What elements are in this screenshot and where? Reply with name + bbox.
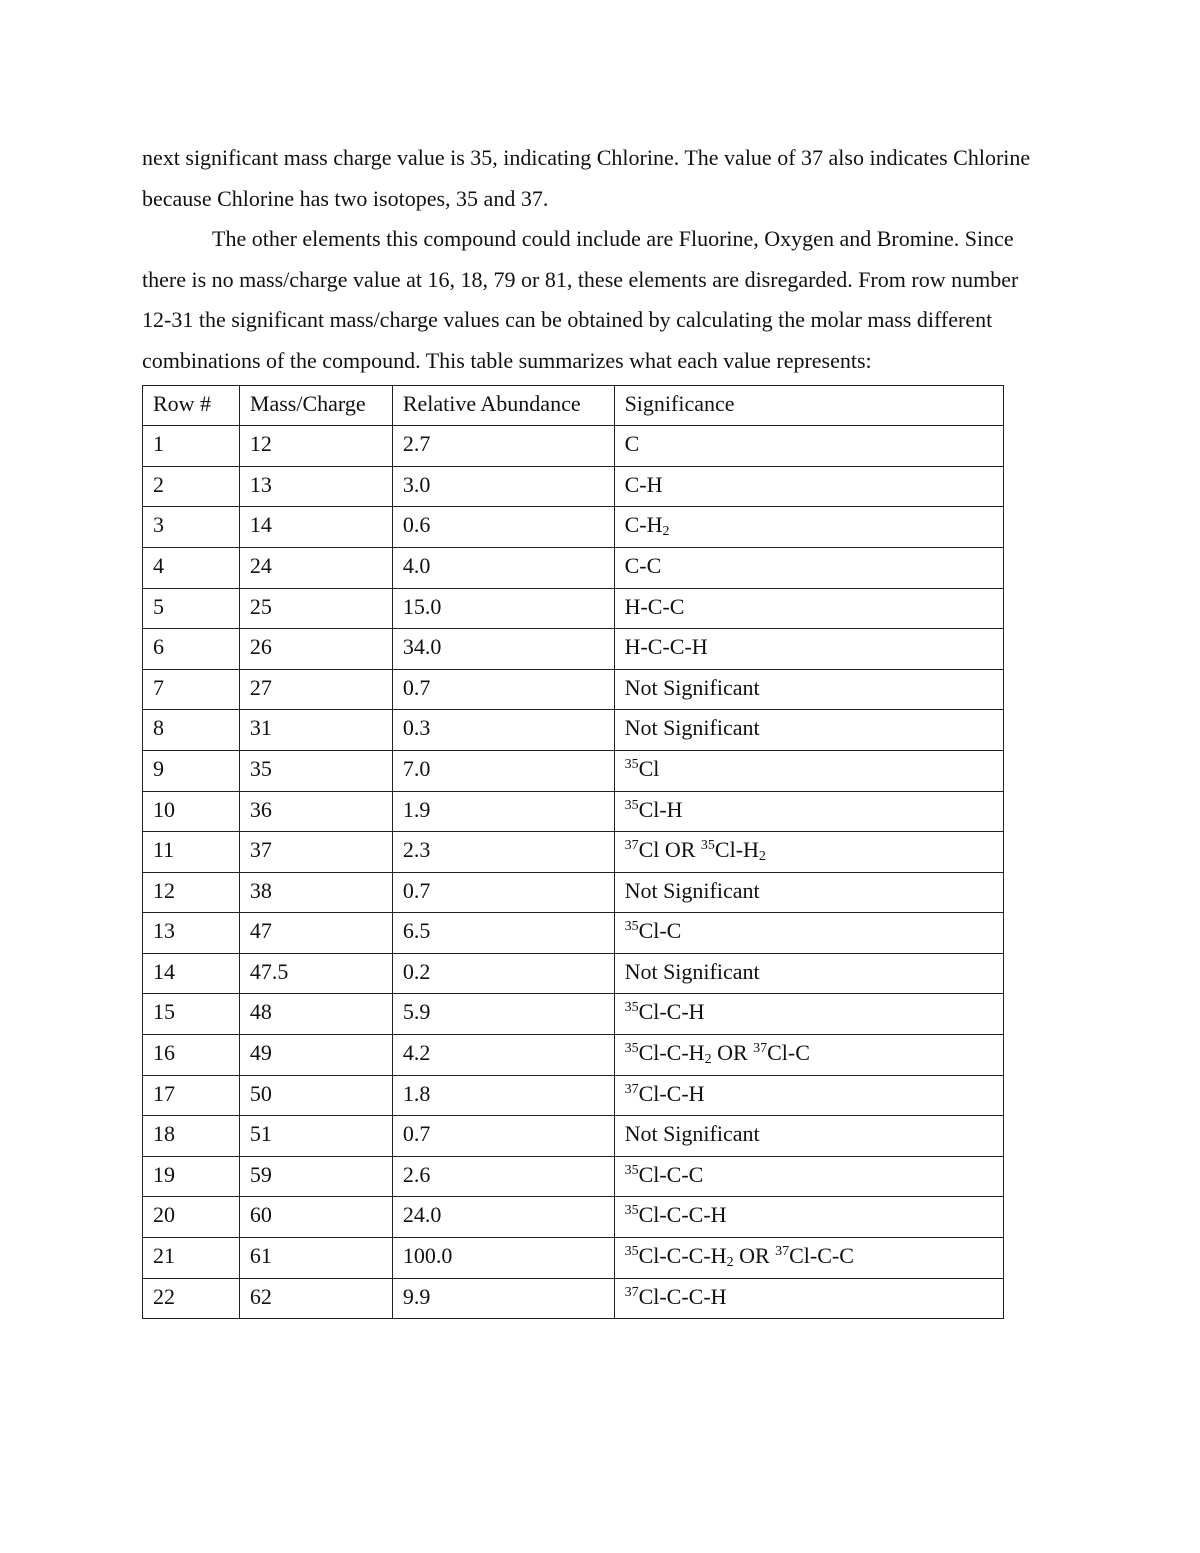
significance-text: 37 bbox=[775, 1244, 790, 1260]
significance-text: Cl-C-H bbox=[638, 1080, 705, 1106]
significance-text: 2 bbox=[758, 849, 766, 865]
significance-text: H-C-C-H bbox=[624, 634, 708, 660]
significance-text: Cl OR bbox=[638, 837, 701, 863]
mass-charge-cell: 14 bbox=[239, 507, 392, 548]
header-significance: Significance bbox=[614, 385, 1003, 426]
mass-charge-cell: 37 bbox=[239, 832, 392, 873]
significance-cell bbox=[614, 547, 1003, 588]
significance-text: Cl-C-C-H bbox=[638, 1243, 727, 1269]
mass-charge-cell: 49 bbox=[239, 1035, 392, 1076]
row-number-cell: 6 bbox=[143, 629, 240, 670]
table-row bbox=[143, 994, 1004, 1035]
significance-cell bbox=[614, 913, 1003, 954]
significance-cell bbox=[614, 507, 1003, 548]
table-row bbox=[143, 507, 1004, 548]
relative-abundance-cell: 4.0 bbox=[392, 547, 614, 588]
significance-cell bbox=[614, 953, 1003, 994]
significance-text: 37 bbox=[624, 838, 639, 854]
table-row bbox=[143, 426, 1004, 467]
row-number-cell: 19 bbox=[143, 1156, 240, 1197]
significance-cell bbox=[614, 832, 1003, 873]
significance-cell bbox=[614, 588, 1003, 629]
mass-charge-cell: 47 bbox=[239, 913, 392, 954]
mass-charge-cell: 47.5 bbox=[239, 953, 392, 994]
relative-abundance-cell: 0.7 bbox=[392, 872, 614, 913]
mass-charge-cell: 25 bbox=[239, 588, 392, 629]
significance-cell bbox=[614, 1075, 1003, 1116]
table-row bbox=[143, 832, 1004, 873]
table-row bbox=[143, 669, 1004, 710]
significance-text: 2 bbox=[704, 1052, 712, 1068]
row-number-cell: 22 bbox=[143, 1278, 240, 1319]
significance-text: 35 bbox=[624, 1162, 639, 1178]
significance-text: 37 bbox=[624, 1284, 639, 1300]
relative-abundance-cell: 24.0 bbox=[392, 1197, 614, 1238]
significance-text: 35 bbox=[624, 1000, 639, 1016]
table-row bbox=[143, 872, 1004, 913]
relative-abundance-cell: 15.0 bbox=[392, 588, 614, 629]
relative-abundance-cell: 5.9 bbox=[392, 994, 614, 1035]
significance-text: Not Significant bbox=[624, 715, 760, 741]
row-number-cell: 11 bbox=[143, 832, 240, 873]
mass-charge-cell: 26 bbox=[239, 629, 392, 670]
document-page bbox=[142, 138, 1042, 1319]
relative-abundance-cell: 9.9 bbox=[392, 1278, 614, 1319]
relative-abundance-cell: 6.5 bbox=[392, 913, 614, 954]
significance-text: Cl-H bbox=[714, 837, 759, 863]
significance-text: Not Significant bbox=[624, 674, 760, 700]
relative-abundance-cell: 7.0 bbox=[392, 750, 614, 791]
header-mass-charge: Mass/Charge bbox=[239, 385, 392, 426]
paragraph-2: The other elements this compound could include are Fluorine, Oxygen and Bromine. Since there is no mass/charge value at 16, 18, 79 or 81, these elements are disregarded. From row number 12-31 the significant mass/charge values can be obtained by calculating the molar mass different combinations of the compound. This table summarizes what each value represents: bbox=[142, 226, 1019, 373]
mass-charge-cell: 62 bbox=[239, 1278, 392, 1319]
relative-abundance-cell: 100.0 bbox=[392, 1238, 614, 1279]
significance-text: Cl-C bbox=[767, 1040, 810, 1066]
significance-text: 2 bbox=[726, 1255, 734, 1271]
mass-charge-cell: 60 bbox=[239, 1197, 392, 1238]
table-row bbox=[143, 1238, 1004, 1279]
significance-text: Not Significant bbox=[624, 1121, 760, 1147]
table-row bbox=[143, 588, 1004, 629]
table-row bbox=[143, 466, 1004, 507]
table-row bbox=[143, 1278, 1004, 1319]
table-row bbox=[143, 1116, 1004, 1157]
relative-abundance-cell: 2.7 bbox=[392, 426, 614, 467]
significance-cell bbox=[614, 629, 1003, 670]
significance-text: Not Significant bbox=[624, 877, 760, 903]
significance-cell bbox=[614, 426, 1003, 467]
significance-text: 35 bbox=[624, 919, 639, 935]
row-number-cell: 2 bbox=[143, 466, 240, 507]
table-row bbox=[143, 710, 1004, 751]
significance-cell bbox=[614, 1238, 1003, 1279]
row-number-cell: 16 bbox=[143, 1035, 240, 1076]
significance-cell bbox=[614, 791, 1003, 832]
relative-abundance-cell: 1.9 bbox=[392, 791, 614, 832]
row-number-cell: 9 bbox=[143, 750, 240, 791]
table-row bbox=[143, 953, 1004, 994]
row-number-cell: 1 bbox=[143, 426, 240, 467]
table-row bbox=[143, 750, 1004, 791]
significance-cell bbox=[614, 710, 1003, 751]
significance-cell bbox=[614, 1035, 1003, 1076]
significance-text: OR bbox=[711, 1040, 754, 1066]
significance-text: 35 bbox=[624, 1203, 639, 1219]
table-row bbox=[143, 1156, 1004, 1197]
significance-text: 35 bbox=[624, 1244, 639, 1260]
table-row bbox=[143, 791, 1004, 832]
significance-text: 35 bbox=[700, 838, 715, 854]
row-number-cell: 12 bbox=[143, 872, 240, 913]
mass-charge-cell: 59 bbox=[239, 1156, 392, 1197]
row-number-cell: 8 bbox=[143, 710, 240, 751]
significance-text: 35 bbox=[624, 756, 639, 772]
significance-text: 35 bbox=[624, 1041, 639, 1057]
significance-text: 37 bbox=[753, 1041, 768, 1057]
relative-abundance-cell: 2.3 bbox=[392, 832, 614, 873]
relative-abundance-cell: 0.7 bbox=[392, 1116, 614, 1157]
relative-abundance-cell: 0.2 bbox=[392, 953, 614, 994]
relative-abundance-cell: 4.2 bbox=[392, 1035, 614, 1076]
significance-cell bbox=[614, 1156, 1003, 1197]
significance-text: Cl-H bbox=[638, 796, 683, 822]
significance-cell bbox=[614, 466, 1003, 507]
significance-cell bbox=[614, 994, 1003, 1035]
relative-abundance-cell: 0.6 bbox=[392, 507, 614, 548]
table-row bbox=[143, 1035, 1004, 1076]
header-relative-abundance: Relative Abundance bbox=[392, 385, 614, 426]
row-number-cell: 7 bbox=[143, 669, 240, 710]
relative-abundance-cell: 3.0 bbox=[392, 466, 614, 507]
mass-charge-cell: 61 bbox=[239, 1238, 392, 1279]
table-row bbox=[143, 913, 1004, 954]
mass-charge-cell: 50 bbox=[239, 1075, 392, 1116]
table-body bbox=[143, 426, 1004, 1319]
row-number-cell: 15 bbox=[143, 994, 240, 1035]
significance-text: Cl-C-H bbox=[638, 999, 705, 1025]
row-number-cell: 5 bbox=[143, 588, 240, 629]
header-row-number: Row # bbox=[143, 385, 240, 426]
significance-cell bbox=[614, 750, 1003, 791]
mass-charge-cell: 51 bbox=[239, 1116, 392, 1157]
mass-charge-cell: 13 bbox=[239, 466, 392, 507]
significance-text: Cl-C-C-H bbox=[638, 1202, 727, 1228]
significance-text: Cl-C bbox=[638, 918, 682, 944]
significance-text: 2 bbox=[662, 524, 670, 540]
row-number-cell: 20 bbox=[143, 1197, 240, 1238]
significance-text: 37 bbox=[624, 1081, 639, 1097]
table-row bbox=[143, 629, 1004, 670]
significance-cell bbox=[614, 1116, 1003, 1157]
mass-spectrum-table bbox=[142, 385, 1004, 1320]
significance-text: Not Significant bbox=[624, 958, 760, 984]
significance-text: C-H bbox=[624, 471, 663, 497]
mass-charge-cell: 35 bbox=[239, 750, 392, 791]
relative-abundance-cell: 0.3 bbox=[392, 710, 614, 751]
significance-text: Cl-C-C bbox=[789, 1243, 854, 1269]
significance-text: C bbox=[624, 431, 640, 457]
significance-cell bbox=[614, 1278, 1003, 1319]
significance-text: Cl bbox=[638, 755, 660, 781]
mass-charge-cell: 38 bbox=[239, 872, 392, 913]
table-row bbox=[143, 1197, 1004, 1238]
relative-abundance-cell: 34.0 bbox=[392, 629, 614, 670]
table-row bbox=[143, 1075, 1004, 1116]
significance-text: OR bbox=[733, 1243, 776, 1269]
significance-text: Cl-C-C-H bbox=[638, 1283, 727, 1309]
significance-text: H-C-C bbox=[624, 593, 685, 619]
row-number-cell: 10 bbox=[143, 791, 240, 832]
significance-text: Cl-C-H bbox=[638, 1040, 705, 1066]
significance-text: 35 bbox=[624, 797, 639, 813]
significance-text: C-H bbox=[624, 512, 663, 538]
paragraph-1: next significant mass charge value is 35, indicating Chlorine. The value of 37 also indicates Chlorine because Chlorine has two isotopes, 35 and 37. bbox=[142, 145, 1031, 211]
significance-cell bbox=[614, 872, 1003, 913]
row-number-cell: 4 bbox=[143, 547, 240, 588]
relative-abundance-cell: 1.8 bbox=[392, 1075, 614, 1116]
mass-charge-cell: 24 bbox=[239, 547, 392, 588]
row-number-cell: 21 bbox=[143, 1238, 240, 1279]
row-number-cell: 17 bbox=[143, 1075, 240, 1116]
row-number-cell: 3 bbox=[143, 507, 240, 548]
row-number-cell: 14 bbox=[143, 953, 240, 994]
row-number-cell: 18 bbox=[143, 1116, 240, 1157]
significance-cell bbox=[614, 1197, 1003, 1238]
significance-text: Cl-C-C bbox=[638, 1161, 704, 1187]
significance-text: C-C bbox=[624, 552, 662, 578]
mass-charge-cell: 48 bbox=[239, 994, 392, 1035]
mass-charge-cell: 31 bbox=[239, 710, 392, 751]
significance-cell bbox=[614, 669, 1003, 710]
row-number-cell: 13 bbox=[143, 913, 240, 954]
mass-charge-cell: 12 bbox=[239, 426, 392, 467]
table-header-row bbox=[143, 385, 1004, 426]
relative-abundance-cell: 2.6 bbox=[392, 1156, 614, 1197]
mass-charge-cell: 36 bbox=[239, 791, 392, 832]
mass-charge-cell: 27 bbox=[239, 669, 392, 710]
relative-abundance-cell: 0.7 bbox=[392, 669, 614, 710]
table-row bbox=[143, 547, 1004, 588]
